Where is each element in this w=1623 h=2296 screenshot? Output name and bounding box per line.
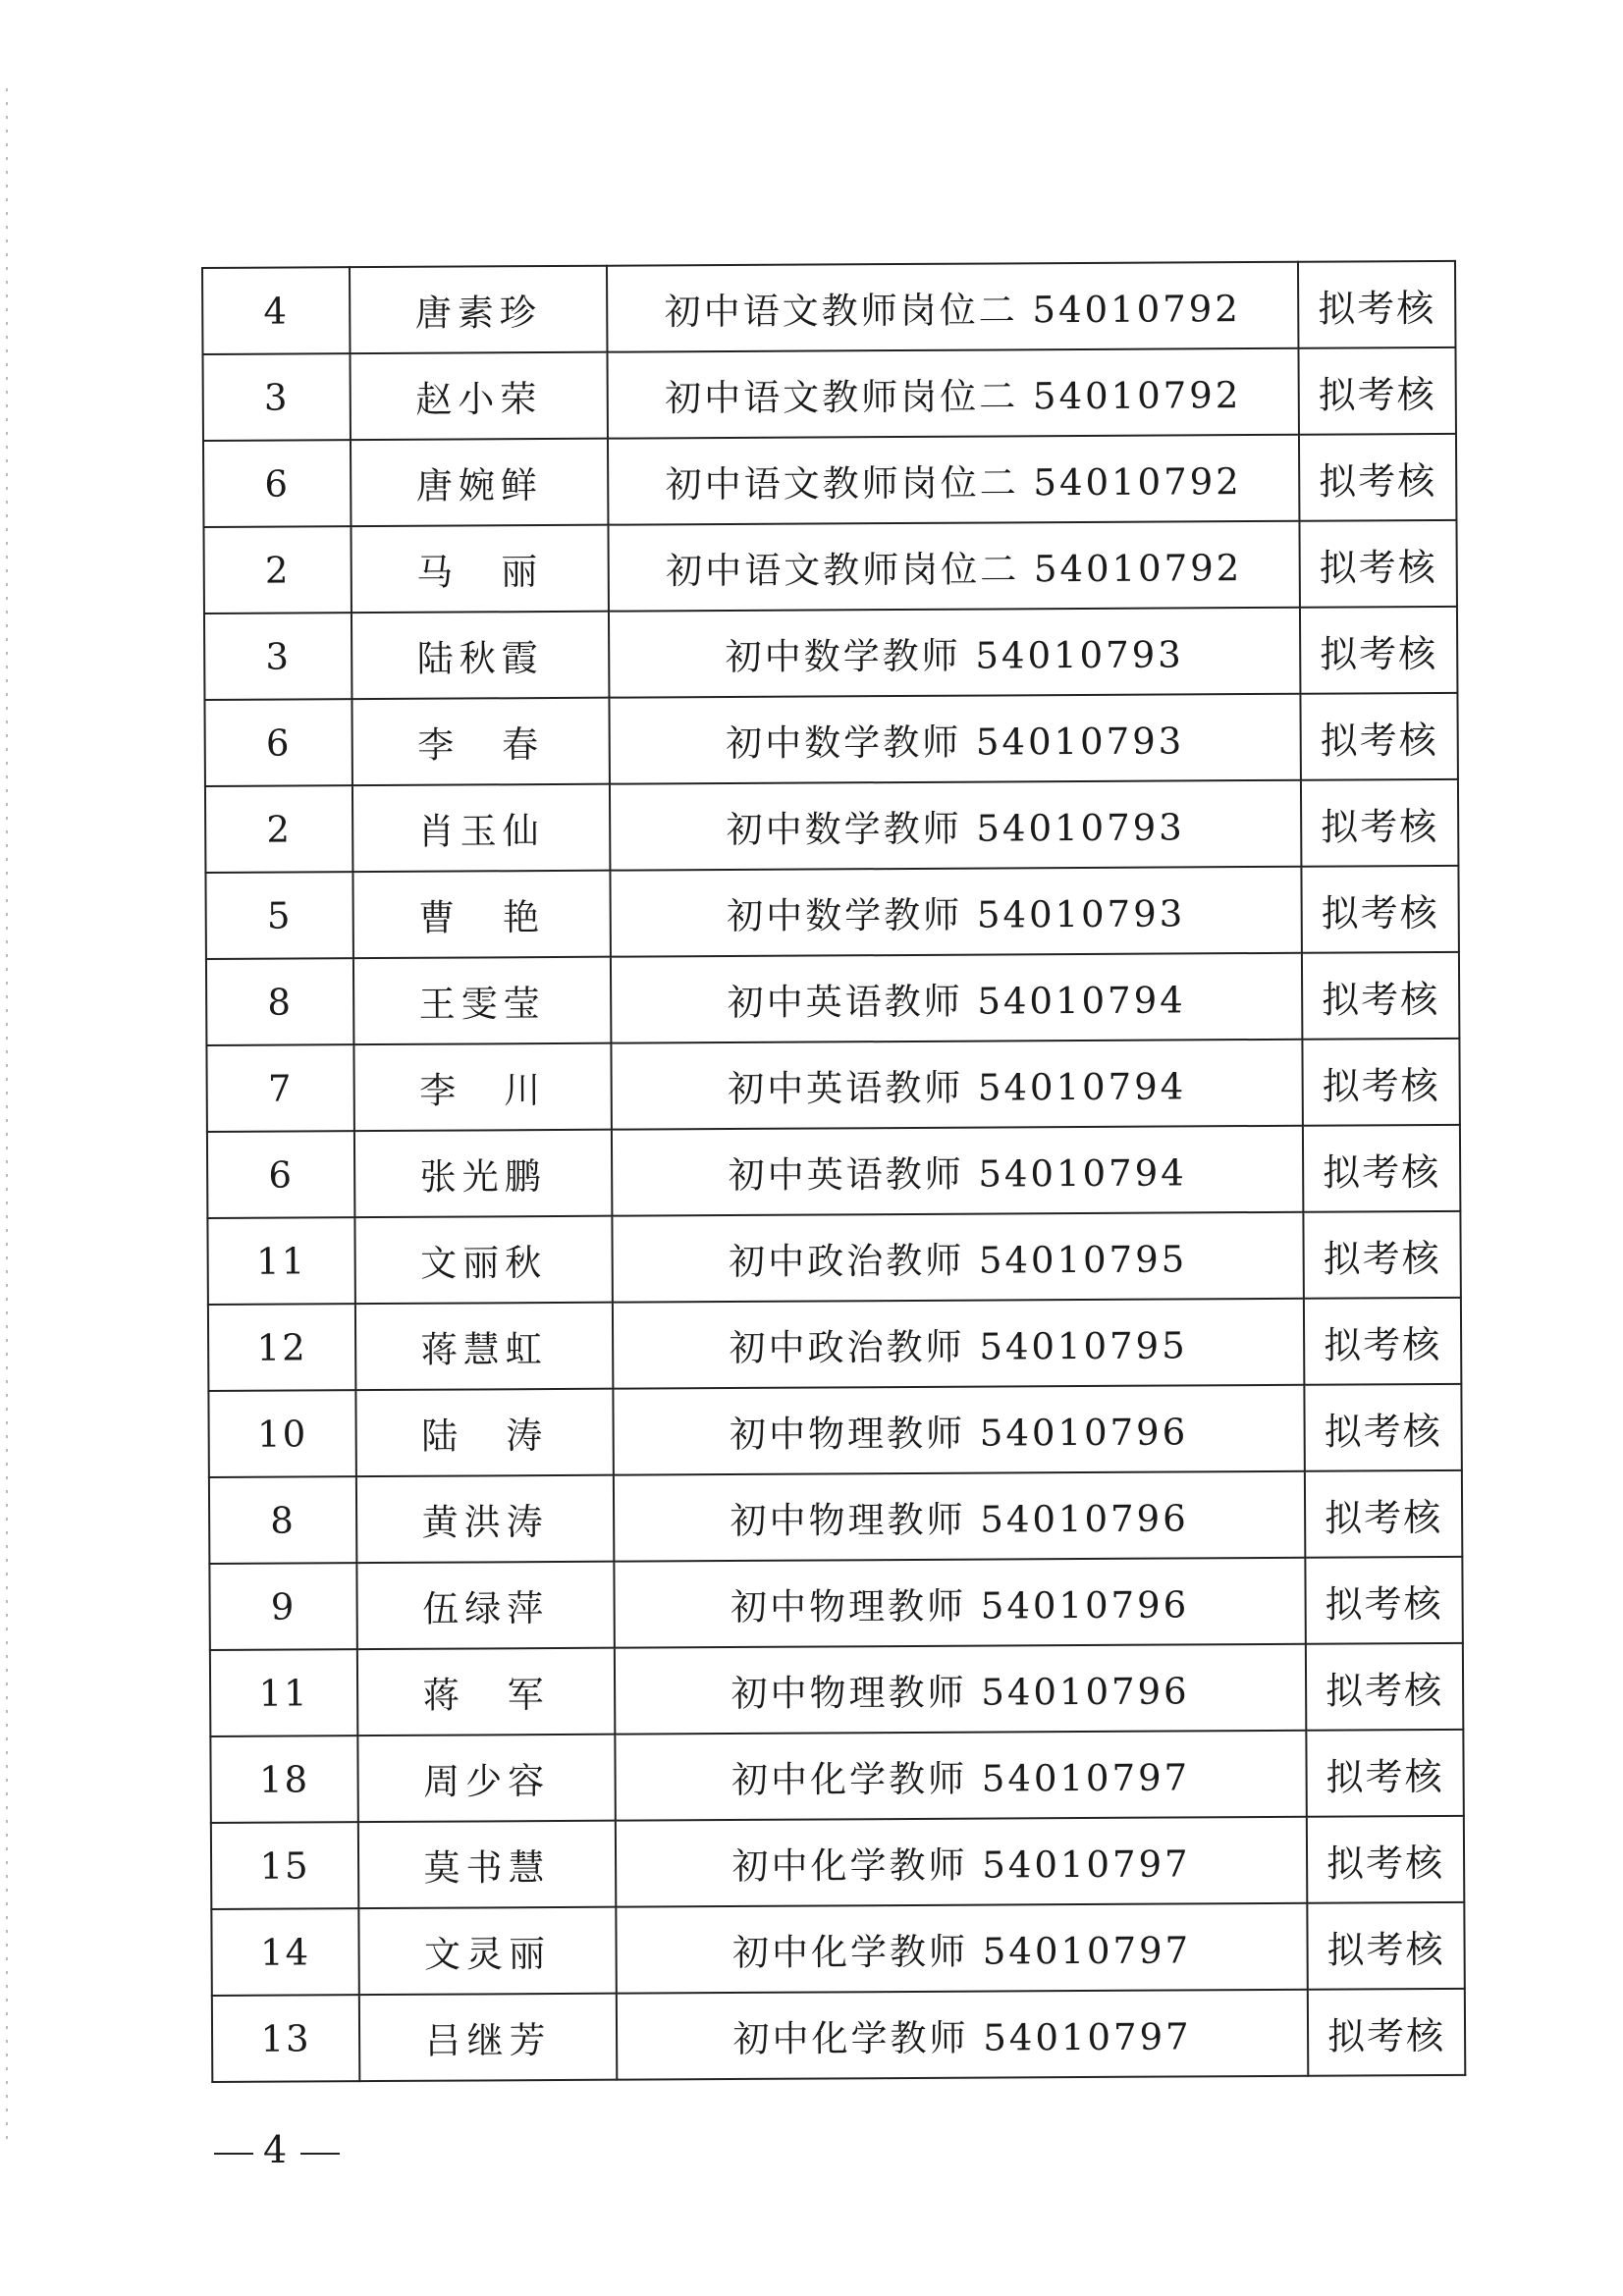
post-cell: 初中政治教师 54010795 bbox=[613, 1299, 1304, 1389]
status-cell: 拟考核 bbox=[1298, 261, 1455, 348]
rank-cell: 14 bbox=[211, 1908, 358, 1996]
name-cell: 肖玉仙 bbox=[352, 784, 610, 872]
name-cell: 吕继芳 bbox=[359, 1994, 617, 2081]
post-cell: 初中化学教师 54010797 bbox=[617, 1990, 1308, 2080]
table-row bbox=[208, 1384, 1461, 1477]
rank-cell: 3 bbox=[202, 353, 350, 441]
binding-margin-line bbox=[6, 88, 8, 2150]
status-cell: 拟考核 bbox=[1307, 1902, 1464, 1990]
rank-cell: 8 bbox=[209, 1476, 356, 1564]
name-cell: 曹 艳 bbox=[352, 871, 610, 958]
rank-cell: 15 bbox=[211, 1822, 358, 1909]
table-row bbox=[211, 1816, 1464, 1909]
status-cell: 拟考核 bbox=[1308, 1989, 1465, 2076]
table-row bbox=[210, 1730, 1463, 1823]
rank-cell: 8 bbox=[206, 958, 353, 1045]
rank-cell: 11 bbox=[207, 1217, 354, 1305]
status-cell: 拟考核 bbox=[1301, 779, 1458, 867]
name-cell: 王雯莹 bbox=[353, 957, 611, 1044]
post-cell: 初中物理教师 54010796 bbox=[614, 1558, 1305, 1648]
post-cell: 初中化学教师 54010797 bbox=[615, 1731, 1306, 1821]
rank-cell: 6 bbox=[203, 440, 351, 527]
status-cell: 拟考核 bbox=[1305, 1470, 1462, 1558]
page-number: 4 bbox=[263, 2128, 292, 2171]
name-cell: 李 川 bbox=[353, 1043, 611, 1131]
post-cell: 初中语文教师岗位二 54010792 bbox=[607, 348, 1298, 439]
status-cell: 拟考核 bbox=[1302, 1039, 1459, 1126]
footer-dash-right bbox=[300, 2153, 340, 2155]
status-cell: 拟考核 bbox=[1303, 1211, 1460, 1299]
rank-cell: 11 bbox=[210, 1649, 357, 1736]
name-cell: 马 丽 bbox=[351, 525, 608, 613]
post-cell: 初中语文教师岗位二 54010792 bbox=[608, 435, 1299, 525]
name-cell: 蒋慧虹 bbox=[355, 1303, 613, 1390]
post-cell: 初中数学教师 54010793 bbox=[609, 608, 1300, 698]
footer-dash-left bbox=[214, 2153, 253, 2155]
status-cell: 拟考核 bbox=[1306, 1730, 1463, 1817]
candidate-table bbox=[201, 260, 1466, 2083]
table-row bbox=[205, 866, 1458, 959]
post-cell: 初中英语教师 54010794 bbox=[611, 1040, 1302, 1130]
rank-cell: 13 bbox=[212, 1995, 359, 2082]
post-cell: 初中英语教师 54010794 bbox=[612, 1126, 1303, 1216]
name-cell: 伍绿萍 bbox=[356, 1562, 614, 1649]
name-cell: 蒋 军 bbox=[357, 1648, 615, 1735]
name-cell: 张光鹏 bbox=[354, 1130, 612, 1217]
name-cell: 唐素珍 bbox=[350, 266, 607, 353]
rank-cell: 4 bbox=[202, 267, 350, 354]
rank-cell: 7 bbox=[206, 1044, 353, 1132]
status-cell: 拟考核 bbox=[1306, 1643, 1463, 1731]
status-cell: 拟考核 bbox=[1298, 347, 1455, 435]
rank-cell: 3 bbox=[204, 613, 352, 700]
table-row bbox=[210, 1643, 1463, 1736]
status-cell: 拟考核 bbox=[1301, 866, 1458, 953]
table-row bbox=[205, 779, 1458, 873]
post-cell: 初中语文教师岗位二 54010792 bbox=[607, 262, 1298, 352]
table-row bbox=[204, 607, 1457, 700]
name-cell: 文丽秋 bbox=[354, 1216, 612, 1304]
name-cell: 莫书慧 bbox=[358, 1821, 616, 1908]
rank-cell: 6 bbox=[204, 699, 352, 786]
status-cell: 拟考核 bbox=[1304, 1384, 1461, 1471]
post-cell: 初中语文教师岗位二 54010792 bbox=[608, 521, 1299, 612]
table-row bbox=[203, 520, 1456, 614]
name-cell: 陆 涛 bbox=[355, 1389, 613, 1476]
name-cell: 李 春 bbox=[352, 698, 609, 785]
post-cell: 初中数学教师 54010793 bbox=[610, 780, 1301, 871]
table-row bbox=[202, 347, 1455, 441]
name-cell: 赵小荣 bbox=[350, 352, 607, 440]
status-cell: 拟考核 bbox=[1300, 693, 1457, 780]
post-cell: 初中化学教师 54010797 bbox=[616, 1817, 1307, 1907]
name-cell: 周少容 bbox=[357, 1735, 615, 1822]
name-cell: 文灵丽 bbox=[358, 1907, 616, 1995]
status-cell: 拟考核 bbox=[1304, 1298, 1461, 1385]
name-cell: 唐婉鲜 bbox=[351, 439, 608, 526]
post-cell: 初中物理教师 54010796 bbox=[614, 1471, 1305, 1562]
table-row bbox=[209, 1557, 1462, 1650]
table-row bbox=[211, 1902, 1464, 1996]
post-cell: 初中物理教师 54010796 bbox=[613, 1385, 1304, 1475]
table-row bbox=[207, 1211, 1460, 1305]
rank-cell: 10 bbox=[208, 1390, 355, 1477]
rank-cell: 9 bbox=[209, 1563, 356, 1650]
rank-cell: 2 bbox=[205, 785, 352, 873]
post-cell: 初中政治教师 54010795 bbox=[612, 1212, 1303, 1303]
name-cell: 陆秋霞 bbox=[352, 612, 609, 699]
rank-cell: 12 bbox=[208, 1304, 355, 1391]
name-cell: 黄洪涛 bbox=[356, 1475, 614, 1563]
status-cell: 拟考核 bbox=[1303, 1125, 1460, 1212]
status-cell: 拟考核 bbox=[1299, 520, 1456, 608]
rank-cell: 2 bbox=[203, 526, 351, 614]
status-cell: 拟考核 bbox=[1307, 1816, 1464, 1903]
table-row bbox=[206, 1039, 1459, 1132]
post-cell: 初中数学教师 54010793 bbox=[610, 867, 1301, 957]
rank-cell: 18 bbox=[210, 1735, 357, 1823]
table-row bbox=[203, 434, 1456, 527]
post-cell: 初中数学教师 54010793 bbox=[609, 694, 1300, 784]
table-row bbox=[204, 693, 1457, 786]
table-row bbox=[202, 261, 1455, 354]
post-cell: 初中英语教师 54010794 bbox=[611, 953, 1302, 1043]
status-cell: 拟考核 bbox=[1300, 607, 1457, 694]
table-row bbox=[212, 1989, 1465, 2082]
status-cell: 拟考核 bbox=[1302, 952, 1459, 1040]
table-row bbox=[206, 952, 1459, 1045]
status-cell: 拟考核 bbox=[1299, 434, 1456, 521]
rank-cell: 5 bbox=[205, 872, 352, 959]
candidate-table-body bbox=[202, 261, 1465, 2082]
page-footer bbox=[204, 2128, 350, 2171]
post-cell: 初中物理教师 54010796 bbox=[615, 1644, 1306, 1735]
table-row bbox=[207, 1125, 1460, 1218]
status-cell: 拟考核 bbox=[1305, 1557, 1462, 1644]
table-row bbox=[209, 1470, 1462, 1564]
rank-cell: 6 bbox=[207, 1131, 354, 1218]
post-cell: 初中化学教师 54010797 bbox=[616, 1903, 1307, 1994]
table-row bbox=[208, 1298, 1461, 1391]
